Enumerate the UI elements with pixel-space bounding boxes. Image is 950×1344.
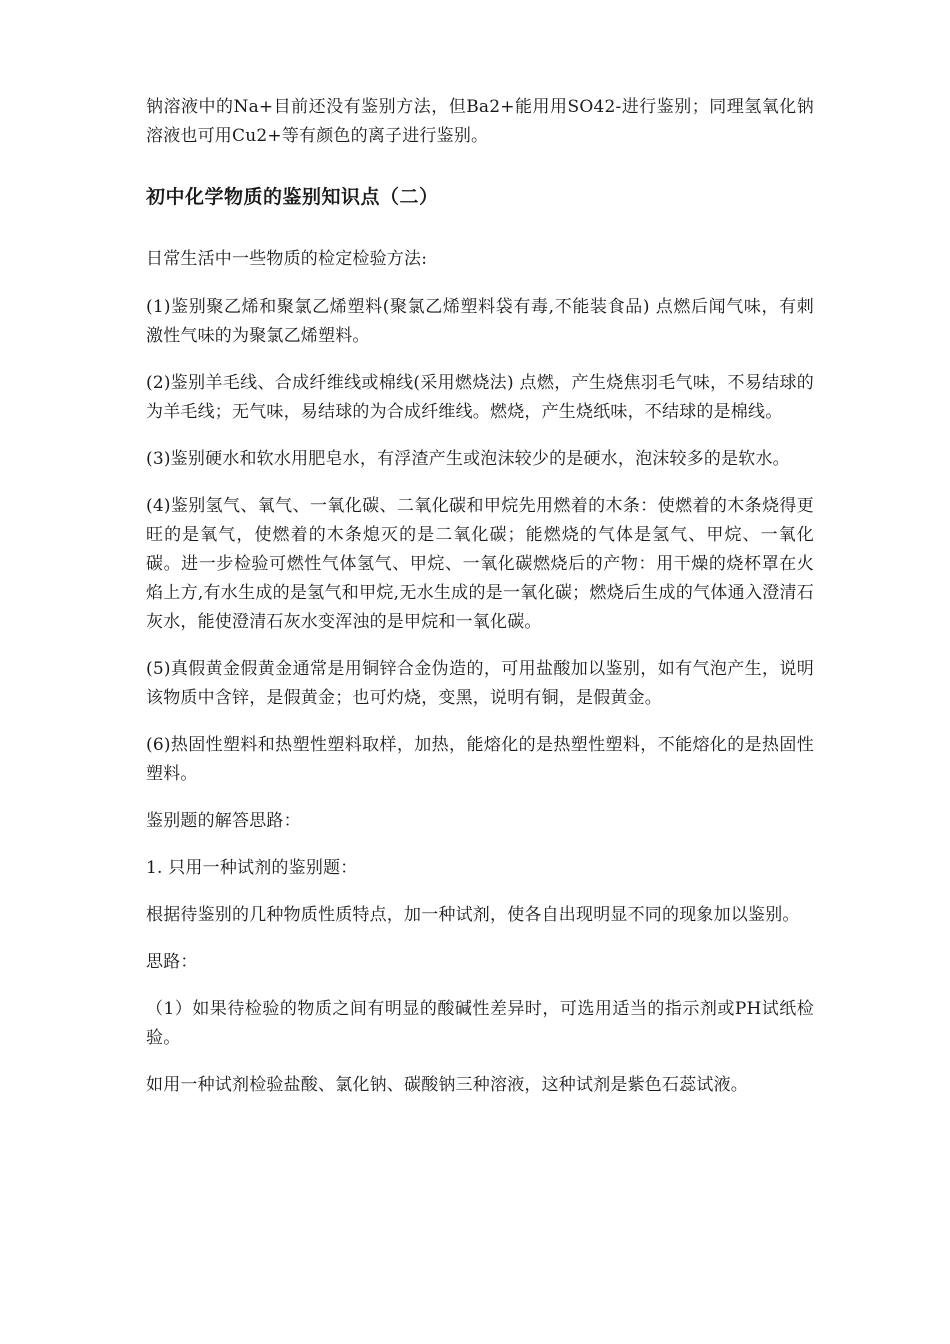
daily-methods-paragraph: 日常生活中一些物质的检定检验方法: bbox=[146, 249, 428, 269]
section-heading: 初中化学物质的鉴别知识点（二） bbox=[146, 186, 439, 208]
example-paragraph: 如用一种试剂检验盐酸、氯化钠、碳酸钠三种溶液，这种试剂是紫色石蕊试液。 bbox=[146, 1075, 748, 1095]
intro-paragraph: 钠溶液中的Na+目前还没有鉴别方法，但Ba2+能用用SO42-进行鉴别；同理氢氧化钠溶液也可用Cu2+等有颜色的离子进行鉴别。 bbox=[146, 97, 814, 146]
item-3-paragraph: (3)鉴别硬水和软水用肥皂水，有浮渣产生或泡沫较少的是硬水，泡沫较多的是软水。 bbox=[146, 449, 790, 469]
item-2-paragraph: (2)鉴别羊毛线、合成纤维线或棉线(采用燃烧法) 点燃，产生烧焦羽毛气味，不易结球的为羊毛线；无气味，易结球的为合成纤维线。燃烧，产生烧纸味，不结球的是棉线。 bbox=[146, 373, 814, 422]
item-4-paragraph: (4)鉴别氢气、氧气、一氧化碳、二氧化碳和甲烷先用燃着的木条：使燃着的木条烧得更旺的是氧气，使燃着的木条熄灭的是二氧化碳；能燃烧的气体是氢气、甲烷、一氧化碳。进一步检验可燃性气体氢气、甲烷、一氧化碳燃烧后的产物：用干燥的烧杯罩在火焰上方,有水生成的是氢气和甲烷,无水生成的是一氧化碳；燃烧后生成的气体通入澄清石灰水，能使澄清石灰水变浑浊的是甲烷和一氧化碳。 bbox=[146, 496, 814, 632]
thinking-title: 思路： bbox=[146, 952, 198, 972]
thinking-1-paragraph: （1）如果待检验的物质之间有明显的酸碱性差异时，可选用适当的指示剂或PH试纸检验。 bbox=[146, 999, 814, 1048]
method-1-title: 1. 只用一种试剂的鉴别题： bbox=[146, 858, 358, 878]
item-6-paragraph: (6)热固性塑料和热塑性塑料取样，加热，能熔化的是热塑性塑料，不能熔化的是热固性塑料。 bbox=[146, 735, 814, 784]
document-page bbox=[146, 93, 814, 1100]
method-1-description: 根据待鉴别的几种物质性质特点，加一种试剂，使各自出现明显不同的现象加以鉴别。 bbox=[146, 905, 800, 925]
item-1-paragraph: (1)鉴别聚乙烯和聚氯乙烯塑料(聚氯乙烯塑料袋有毒,不能装食品) 点燃后闻气味，有刺激性气味的为聚氯乙烯塑料。 bbox=[146, 297, 814, 346]
item-5-paragraph: (5)真假黄金假黄金通常是用铜锌合金伪造的，可用盐酸加以鉴别，如有气泡产生，说明该物质中含锌，是假黄金；也可灼烧，变黑，说明有铜，是假黄金。 bbox=[146, 659, 814, 708]
approach-title: 鉴别题的解答思路： bbox=[146, 811, 301, 831]
